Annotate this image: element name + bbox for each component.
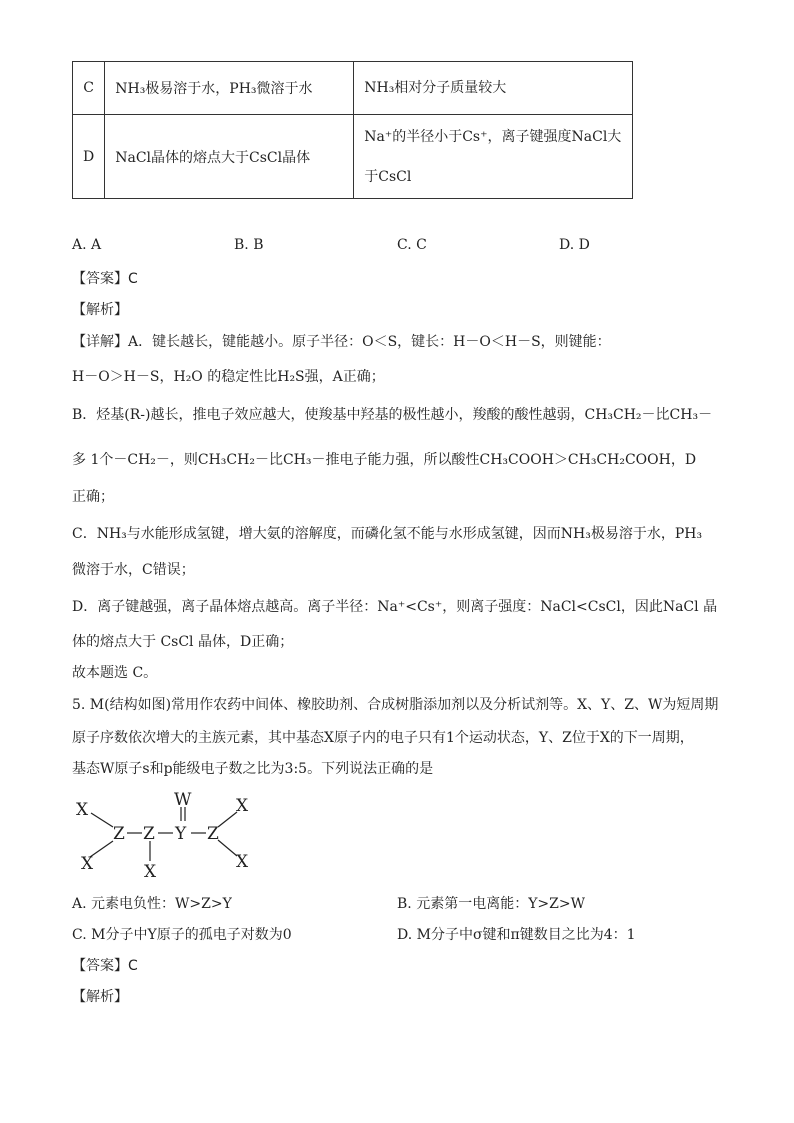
option-b: B. 元素第一电离能：Y>Z>W — [397, 896, 586, 912]
atom-x: X — [81, 854, 94, 874]
choice-d: D. D — [559, 237, 590, 253]
answer-label: 【答案】C — [72, 958, 138, 974]
molecule-structure — [60, 785, 280, 885]
explain-a-line-2: H－O＞H－S，H₂O 的稳定性比H₂S强，A正确； — [72, 369, 385, 385]
explain-d-line-2: 体的熔点大于 CsCl 晶体，D正确； — [72, 634, 294, 650]
atom-x: X — [76, 800, 89, 820]
question-5-line-1: 5. M(结构如图)常用作农药中间体、橡胶助剂、合成树脂添加剂以及分析试剂等。X、Y、Z、W为短周期 — [72, 697, 719, 713]
explain-c-line-1: C．NH₃与水能形成氢键，增大氨的溶解度，而磷化氢不能与水形成氢键，因而NH₃极易溶于水，PH₃ — [72, 526, 703, 542]
explain-b-line-1: B．烃基(R-)越长，推电子效应越大，使羧基中羟基的极性越小，羧酸的酸性越弱，CH₃CH₂－比CH₃－ — [72, 407, 713, 423]
explain-d-line-1: D．离子键越强，离子晶体熔点越高。离子半径：Na⁺<Cs⁺，则离子强度：NaCl<CsCl，因此NaCl 晶 — [72, 599, 718, 615]
table-row — [73, 115, 633, 199]
explain-b-line-2: 多 1个－CH₂－，则CH₃CH₂－比CH₃－推电子能力强，所以酸性CH₃COOH＞CH₃CH₂COOH，D — [72, 452, 697, 468]
reason-line-1: Na⁺的半径小于Cs⁺，离子键强度NaCl大 — [364, 128, 622, 145]
row-fact: NH₃极易溶于水，PH₃微溶于水 — [105, 62, 354, 115]
explain-b-line-3: 正确； — [72, 489, 114, 505]
explain-a-line-1: 【详解】A．键长越长，键能越小。原子半径：O＜S，键长：H－O＜H－S，则键能： — [72, 334, 611, 350]
option-a: A. 元素电负性：W>Z>Y — [72, 896, 232, 912]
table-row — [73, 62, 633, 115]
choice-b: B. B — [234, 237, 264, 253]
row-fact: NaCl晶体的熔点大于CsCl晶体 — [105, 115, 354, 199]
row-letter: D — [73, 115, 105, 199]
row-reason: NH₃相对分子质量较大 — [354, 62, 633, 115]
atom-w: W — [174, 790, 192, 810]
answer-label: 【答案】C — [72, 271, 138, 287]
option-d: D. M分子中σ键和π键数目之比为4：1 — [397, 927, 636, 943]
explain-c-line-2: 微溶于水，C错误； — [72, 562, 195, 578]
options-table — [72, 61, 633, 199]
atom-z: Z — [207, 824, 219, 844]
row-letter: C — [73, 62, 105, 115]
atom-z: Z — [143, 824, 155, 844]
atom-x: X — [236, 852, 249, 872]
analysis-label: 【解析】 — [72, 302, 128, 318]
choice-c: C. C — [397, 237, 427, 253]
atom-y: Y — [175, 824, 187, 844]
question-5-line-2: 原子序数依次增大的主族元素，其中基态X原子内的电子只有1个运动状态，Y、Z位于X的下一周期， — [72, 730, 694, 746]
option-c: C. M分子中Y原子的孤电子对数为0 — [72, 927, 292, 943]
explain-final: 故本题选 C。 — [72, 665, 158, 681]
atom-x: X — [236, 796, 249, 816]
atom-z: Z — [113, 824, 125, 844]
choice-a: A. A — [72, 237, 102, 253]
reason-line-2: 于CsCl — [364, 168, 412, 185]
row-reason — [354, 115, 633, 199]
analysis-label: 【解析】 — [72, 989, 128, 1005]
question-5-line-3: 基态W原子s和p能级电子数之比为3:5。下列说法正确的是 — [72, 761, 434, 777]
atom-x: X — [144, 862, 157, 882]
